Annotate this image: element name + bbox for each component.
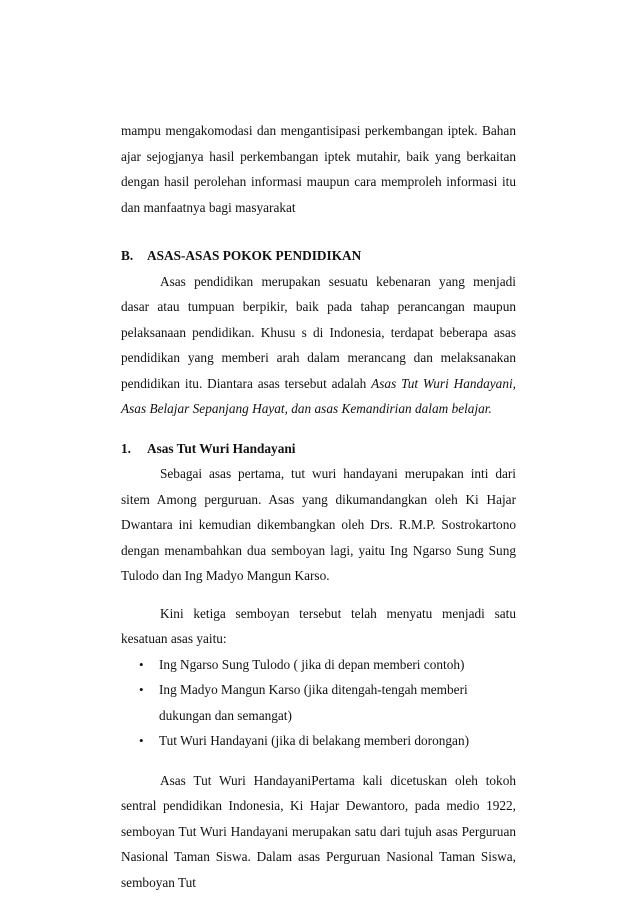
section-number: B. bbox=[121, 248, 134, 263]
list-item bbox=[121, 677, 516, 728]
paragraph-tut-wuri-2: Kini ketiga semboyan tersebut telah menyatu menjadi satu kesatuan asas yaitu: bbox=[121, 605, 516, 646]
semboyan-list bbox=[121, 652, 516, 754]
paragraph-intro: mampu mengakomodasi dan mengantisipasi perkembangan iptek. Bahan ajar sejogjanya hasil perkembangan iptek mutahir, baik yang berkaitan dengan hasil perolehan informasi maupun cara memproleh informasi itu dan manfaatnya bagi masyarakat bbox=[121, 123, 516, 215]
paragraph-tut-wuri-1: Sebagai asas pertama, tut wuri handayani merupakan inti dari sitem Among perguruan. Asas yang dikumandangkan oleh Ki Hajar Dwantara ini kemudian dikembangkan oleh Drs. R.M.P. Sostrokartono dengan menambahkan dua semboyan lagi, yaitu Ing Ngarso Sung Sung Tulodo dan Ing Madyo Mangun Karso. bbox=[121, 466, 516, 583]
spacer bbox=[121, 422, 516, 436]
paragraph-italic-text: Asas Tut Wuri Handayani, Asas Belajar Sepanjang Hayat, dan asas Kemandirian dalam belajar. bbox=[121, 375, 517, 416]
bullet-icon: • bbox=[139, 733, 144, 748]
paragraph-text: Asas pendidikan merupakan sesuatu kebenaran yang menjadi dasar atau tumpuan berpikir, baik pada tahap perancangan maupun pelaksanaan pendidikan. Khusu s di Indonesia, terdapat beberapa asas pendidikan yang memberi arah dalam merancang dan melaksanakan pendidikan itu. Diantara asas tersebut adalah bbox=[121, 273, 516, 391]
bullet-icon: • bbox=[139, 682, 144, 697]
spacer bbox=[121, 220, 516, 243]
list-item-text: Tut Wuri Handayani (jika di belakang memberi dorongan) bbox=[159, 733, 470, 748]
list-item bbox=[121, 652, 516, 678]
paragraph-asas-pendidikan bbox=[121, 269, 516, 422]
list-item bbox=[121, 728, 516, 754]
section-title: ASAS-ASAS POKOK PENDIDIKAN bbox=[147, 248, 362, 263]
paragraph-tut-wuri-3: Asas Tut Wuri HandayaniPertama kali dicetuskan oleh tokoh sentral pendidikan Indonesia, Ki Hajar Dewantoro, pada medio 1922, semboyan Tut Wuri Handayani merupakan satu dari tujuh asas Perguruan Nasional Taman Siswa. Dalam asas Perguruan Nasional Taman Siswa, semboyan Tut bbox=[121, 772, 516, 890]
spacer bbox=[121, 754, 516, 768]
list-item-text: Ing Ngarso Sung Tulodo ( jika di depan memberi contoh) bbox=[159, 656, 465, 672]
section-heading-b bbox=[121, 243, 516, 269]
spacer bbox=[121, 589, 516, 601]
subsection-title: Asas Tut Wuri Handayani bbox=[147, 440, 296, 456]
page-content bbox=[121, 118, 516, 895]
list-item-text: Ing Madyo Mangun Karso (jika ditengah-tengah memberi dukungan dan semangat) bbox=[159, 682, 468, 723]
subsection-heading-1 bbox=[121, 436, 516, 462]
subsection-number: 1. bbox=[121, 440, 131, 456]
bullet-icon: • bbox=[139, 656, 144, 672]
